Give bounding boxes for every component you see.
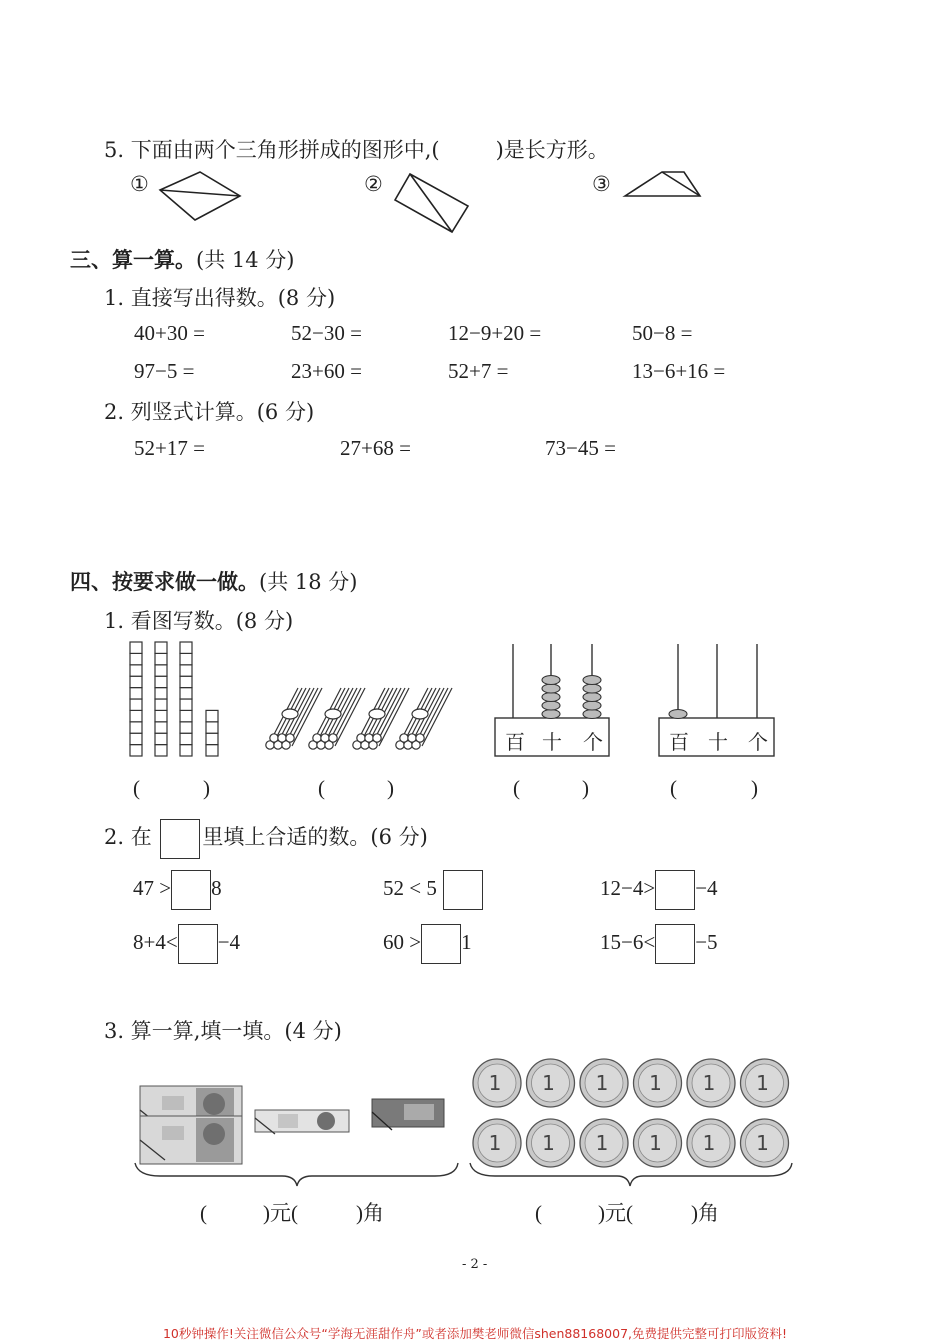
answer-blank-4-open: ( (670, 776, 677, 800)
unit-cube (180, 710, 192, 721)
abacus-bead (583, 684, 601, 693)
unit-cube (155, 745, 167, 756)
answer-blank-2-close: ) (387, 776, 394, 800)
coin-value-label: 1 (649, 1071, 662, 1095)
abacus-bead (542, 684, 560, 693)
q5-shape-1 (160, 172, 240, 220)
unit-cube (155, 653, 167, 664)
coins (473, 1059, 789, 1167)
sample-box (160, 819, 200, 859)
unit-cube (206, 733, 218, 744)
calc-item: 12−9+20 = (448, 321, 542, 345)
unit-cube (180, 688, 192, 699)
sec4-title: 四、按要求做一做。(共 18 分) (70, 570, 358, 594)
answer-blank-1-open: ( (133, 776, 140, 800)
banknote-5 (255, 1110, 349, 1134)
calc-item: 40+30 = (134, 321, 205, 345)
unit-cube (180, 653, 192, 664)
answer-blank-4-close: ) (751, 776, 758, 800)
abacus-2-label-tens: 十 (708, 730, 728, 754)
coin-value-label: 1 (595, 1131, 609, 1155)
coin-value-label: 1 (488, 1071, 502, 1095)
vertical-calc-item: 52+17 = (134, 436, 205, 460)
abacus-bead (583, 693, 601, 702)
abacus-1-label-ones: 个 (583, 730, 603, 754)
unit-cube (155, 665, 167, 676)
answer-box[interactable] (178, 924, 218, 964)
stick-bundles (266, 688, 452, 749)
unit-cube (180, 642, 192, 653)
coin-1-yuan (741, 1059, 789, 1107)
unit-cube (155, 642, 167, 653)
q5-option-2: ② (364, 172, 383, 196)
sec4-p3-title: 3. 算一算,填一填。(4 分) (104, 1019, 342, 1043)
coin-value-label: 1 (756, 1071, 769, 1095)
coin-value-label: 1 (595, 1071, 609, 1095)
coin-1-yuan (634, 1059, 682, 1107)
unit-cube (155, 699, 167, 710)
unit-cube (206, 722, 218, 733)
unit-cube (130, 676, 142, 687)
coin-value-label: 1 (756, 1131, 769, 1155)
coin-value-label: 1 (542, 1131, 555, 1155)
answer-box[interactable] (655, 924, 695, 964)
unit-cube (180, 733, 192, 744)
answer-box[interactable] (171, 870, 211, 910)
coin-1-yuan (687, 1059, 735, 1107)
coin-1-yuan (741, 1119, 789, 1167)
unit-cube (180, 665, 192, 676)
unit-cube (130, 699, 142, 710)
answer-box[interactable] (655, 870, 695, 910)
unit-cube (180, 722, 192, 733)
vertical-calc-item: 73−45 = (545, 436, 616, 460)
money-answer-right: ( )元( )角 (535, 1201, 719, 1225)
abacus-bead (583, 710, 601, 719)
unit-cube (155, 710, 167, 721)
abacus-bead (583, 701, 601, 710)
calc-item: 23+60 = (291, 359, 362, 383)
compare-item-6: 15−6< −5 (600, 922, 718, 964)
unit-cube (130, 710, 142, 721)
page-number: - 2 - (462, 1257, 488, 1272)
answer-box[interactable] (421, 924, 461, 964)
calc-item: 97−5 = (134, 359, 195, 383)
abacus-bead (542, 693, 560, 702)
abacus-bead (542, 710, 560, 719)
compare-item-3: 12−4> −4 (600, 868, 718, 910)
answer-blank-1-close: ) (203, 776, 210, 800)
answer-blank-2-open: ( (318, 776, 325, 800)
coin-value-label: 1 (542, 1071, 555, 1095)
compare-item-5: 60 > 1 (383, 922, 472, 964)
unit-cube (130, 733, 142, 744)
coin-1-yuan (473, 1059, 521, 1107)
coin-1-yuan (527, 1119, 575, 1167)
abacus-bead (542, 676, 560, 685)
unit-cube (130, 688, 142, 699)
cube-columns (130, 642, 218, 756)
coin-1-yuan (634, 1119, 682, 1167)
sec3-p1-title: 1. 直接写出得数。(8 分) (104, 286, 336, 310)
calc-item: 52−30 = (291, 321, 362, 345)
q5-shape-2 (395, 174, 468, 232)
coin-1-yuan (473, 1119, 521, 1167)
unit-cube (206, 745, 218, 756)
compare-item-1: 47 > 8 (133, 868, 222, 910)
unit-cube (206, 710, 218, 721)
unit-cube (130, 642, 142, 653)
q5-shape-3 (625, 172, 700, 196)
coin-1-yuan (580, 1059, 628, 1107)
answer-box[interactable] (443, 870, 483, 910)
unit-cube (155, 676, 167, 687)
compare-item-2: 52 < 5 (383, 868, 483, 910)
brace-right (470, 1163, 792, 1186)
compare-item-4: 8+4< −4 (133, 922, 240, 964)
footer-promo: 10秒钟操作!关注微信公众号“学海无涯甜作舟”或者添加樊老师微信shen88168007,免费提供完整可打印版资料! (162, 1326, 788, 1341)
sec4-p1-title: 1. 看图写数。(8 分) (104, 609, 294, 633)
unit-cube (180, 699, 192, 710)
unit-cube (180, 745, 192, 756)
abacus-2-label-ones: 个 (748, 730, 768, 754)
unit-cube (155, 733, 167, 744)
banknote-10-b (140, 1116, 242, 1164)
abacus-2-label-hundreds: 百 (669, 730, 689, 754)
unit-cube (130, 722, 142, 733)
abacus-2-beads (669, 710, 687, 719)
coin-value-label: 1 (702, 1131, 716, 1155)
unit-cube (130, 665, 142, 676)
abacus-1-label-hundreds: 百 (505, 730, 525, 754)
calc-item: 52+7 = (448, 359, 509, 383)
sec4-p2-title: 2. 在 里填上合适的数。(6 分) (104, 817, 428, 859)
coin-value-label: 1 (702, 1071, 716, 1095)
abacus-bead (542, 701, 560, 710)
calc-item: 50−8 = (632, 321, 693, 345)
unit-cube (180, 676, 192, 687)
money-answer-left: ( )元( )角 (200, 1201, 384, 1225)
answer-blank-3-close: ) (582, 776, 589, 800)
banknote-1-jiao (372, 1099, 444, 1130)
q5-option-3: ③ (592, 172, 611, 196)
unit-cube (130, 745, 142, 756)
q5-option-1: ① (130, 172, 149, 196)
unit-cube (155, 722, 167, 733)
coin-value-label: 1 (649, 1131, 662, 1155)
coin-1-yuan (527, 1059, 575, 1107)
calc-item: 13−6+16 = (632, 359, 726, 383)
coin-1-yuan (580, 1119, 628, 1167)
abacus-1-label-tens: 十 (542, 730, 562, 754)
answer-blank-3-open: ( (513, 776, 520, 800)
sec3-p2-title: 2. 列竖式计算。(6 分) (104, 400, 315, 424)
brace-left (135, 1163, 458, 1186)
unit-cube (155, 688, 167, 699)
sec3-title: 三、算一算。(共 14 分) (70, 248, 295, 272)
abacus-bead (583, 676, 601, 685)
q5-text: 5. 下面由两个三角形拼成的图形中,( )是长方形。 (104, 138, 609, 162)
abacus-1-beads (542, 676, 601, 719)
vertical-calc-item: 27+68 = (340, 436, 411, 460)
unit-cube (130, 653, 142, 664)
coin-value-label: 1 (488, 1131, 502, 1155)
coin-1-yuan (687, 1119, 735, 1167)
